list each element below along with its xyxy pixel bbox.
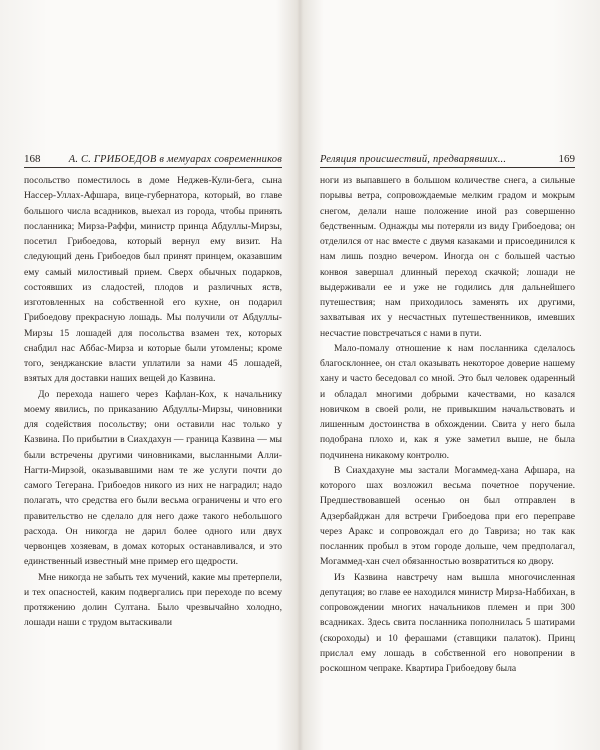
paragraph: В Сиахдахуне мы застали Могаммед-хана Афшара, на которого шах возложил весьма почетное поручение. Предшествовавшей осенью он был отправлен в Адзербайджан для встречи Грибоедова при его переправе через Аракс и сопровождал его до Тавриза; но так как посланник пробыл в этом городе дольше, чем предполагал, Могаммед-хан счел обязанностью возвратиться ко двору. [320,464,575,568]
left-page-text [24,173,282,631]
right-running-title: Реляция происшествий, предварявших... [320,154,507,165]
paragraph: Мне никогда не забыть тех мучений, какие мы претерпели, и тех опасностей, каким подвергались при переходе по всему протяжению долин Султана. Было чрезвычайно холодно, лошади наши с трудом вытаскивали [24,571,282,629]
paragraph: Из Казвина навстречу нам вышла многочисленная депутация; во главе ее находился министр Мирза-Наббихан, в сопровождении многих начальников племен и при 300 всадниках. Здесь свита посланника пополнилась 5 шатирами (скороходы) и 10 ферашами (ставщики палаток). Принц прислал ему лошадь в собственной его новопрении в роскошном чепраке. Квартира Грибоедову была [320,571,575,674]
paragraph: Мало-помалу отношение к нам посланника сделалось благосклоннее, он стал оказывать некоторое доверие нашему хану и часто беседовал со мной. Это был человек одаренный и обладал многими добрыми качествами, но казался новичком в своей роли, не привыкшим начальствовать и лишенным достоинства в обхождении. Свита у него была подобрана плохо и, как я уже заметил выше, не была подчинена никакому контролю. [320,342,575,461]
paragraph: ноги из выпавшего в большом количестве снега, а сильные порывы ветра, сопровождаемые мелким градом и мокрым снегом, делали наше положение иной раз совершенно бедственным. Однажды мы потеряли из виду Грибоедова; он отделился от нас вместе с двумя казаками и присоединился к нам лишь поздно вечером. Иногда он с большей частью конвоя завершал длинный переход скачкой; лошади не выдерживали ее и уже не годились для дальнейшего путешествия; нам приходилось заменять их другими, захватывая их у несчастных путешественников, имевших несчастие повстречаться с нами в пути. [320,175,575,339]
right-page-number: 169 [558,153,575,165]
paragraph: посольство поместилось в доме Неджев-Кули-бега, сына Нассер-Уллах-Афшара, вице-губернатора, который, во главе большого числа всадников, выехал из города, чтобы принять посланника; Мирза-Раффи, министр принца Абдуллы-Мирзы, посетил Грибоедова, который вернул ему визит. На следующий день Грибоедов был принят принцем, оказавшим ему самый милостивый прием. Сверх обычных подарков, состоявших из сладостей, плодов и различных яств, изготовленных на собственной его кухне, он подарил Грибоедову прекрасную лошадь. Мы получили от Абдуллы-Мирзы 15 лошадей для посольства взамен тех, которых снабдил нас Аббас-Мирза и которые были утомлены; кроме того, зенджанские власти уплатили за нами 45 лошадей, взятых для доставки наших вещей до Казвина. [24,175,282,385]
left-page [24,153,282,631]
left-running-head [24,153,282,168]
left-page-number: 168 [24,153,41,165]
paragraph: До перехода нашего через Кафлан-Кох, к начальнику моему явились, по приказанию Абдуллы-Мирзы, чиновники для содействия посольству; они оставили нас только у Казвина. По прибытии в Сиахдахун — граница Казвина — мы были встречены другими чиновниками, высланными Алли-Нагти-Мирзой, оказывавшими нам те же услуги почти до самого Тегерана. Грибоедов никого из них не наградил; надо полагать, что средства его были весьма ограничены и что его правительство не сделало для него даже такого небольшого расхода. Он никогда не дарил более одного или двух червонцев хозяевам, в домах которых останавливался, и это единственный известный мне пример его щедрости. [24,388,282,568]
right-running-head [320,153,575,168]
left-running-title: А. С. ГРИБОЕДОВ в мемуарах современников [68,154,282,165]
right-page-text [320,173,575,676]
right-page [320,153,575,676]
